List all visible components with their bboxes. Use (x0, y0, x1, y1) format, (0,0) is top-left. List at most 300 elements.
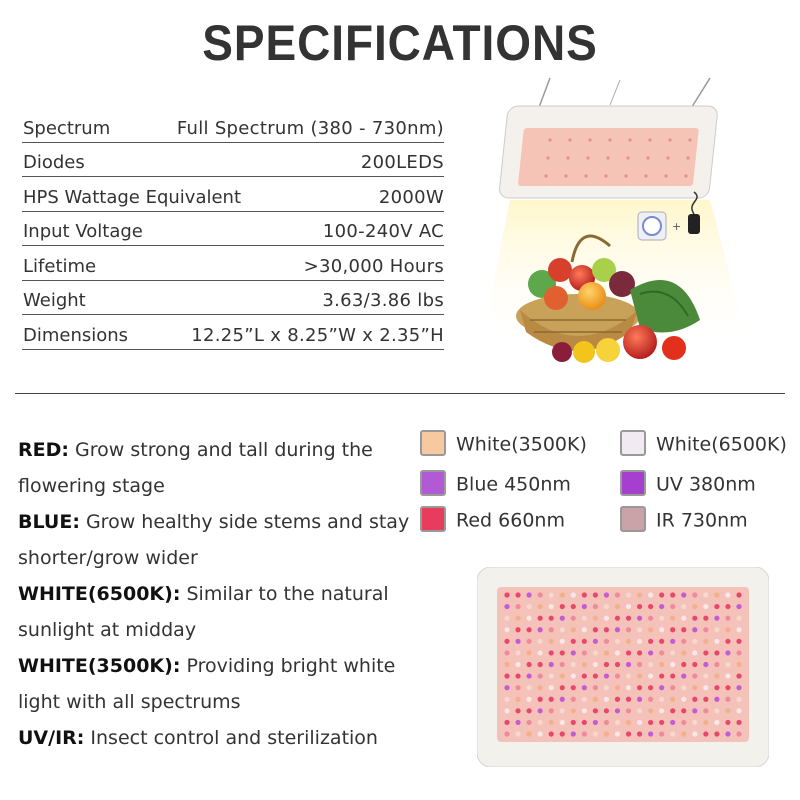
spec-value: 12.25”L x 8.25”W x 2.35”H (191, 324, 444, 346)
led-dot (504, 673, 509, 678)
led-dot (538, 708, 543, 713)
led-chip-icon (620, 506, 646, 532)
led-dot (593, 639, 598, 644)
led-dot (736, 592, 741, 597)
led-dot (560, 639, 565, 644)
led-dot (604, 650, 609, 655)
led-dot (703, 673, 708, 678)
led-dot (560, 673, 565, 678)
led-dot (582, 708, 587, 713)
led-dot (560, 604, 565, 609)
led-dot (714, 697, 719, 702)
led-dot (648, 650, 653, 655)
led-dot (626, 650, 631, 655)
led-dot (593, 685, 598, 690)
led-dot (692, 662, 697, 667)
led-dot (571, 592, 576, 597)
led-legend (420, 432, 790, 542)
led-dot (604, 616, 609, 621)
led-dot (504, 650, 509, 655)
led-dot (703, 685, 708, 690)
led-dot (560, 731, 565, 736)
led-dot (615, 731, 620, 736)
led-dot (637, 720, 642, 725)
led-dot (604, 697, 609, 702)
led-dot (681, 650, 686, 655)
led-dot (571, 731, 576, 736)
led-dot (637, 731, 642, 736)
led-dot (615, 639, 620, 644)
led-dot (648, 708, 653, 713)
led-dot (670, 650, 675, 655)
spectrum-descriptions (18, 432, 418, 756)
led-dot (593, 604, 598, 609)
led-dot (549, 708, 554, 713)
led-dot (714, 592, 719, 597)
led-dot (626, 627, 631, 632)
led-dot (736, 662, 741, 667)
led-dot (604, 708, 609, 713)
led-dot (604, 731, 609, 736)
led-dot (703, 662, 708, 667)
led-dot (692, 731, 697, 736)
led-dot (681, 720, 686, 725)
led-dot (504, 720, 509, 725)
led-dot (692, 650, 697, 655)
led-dot (560, 720, 565, 725)
led-dot (736, 731, 741, 736)
led-dot (648, 592, 653, 597)
led-dot (526, 592, 531, 597)
led-dot (560, 697, 565, 702)
led-dot (637, 639, 642, 644)
led-dot (571, 650, 576, 655)
led-dot (571, 616, 576, 621)
led-dot (549, 639, 554, 644)
led-dot (681, 627, 686, 632)
led-dot (615, 616, 620, 621)
led-dot (714, 604, 719, 609)
led-dot (692, 720, 697, 725)
led-dot (703, 627, 708, 632)
led-dot (659, 720, 664, 725)
led-dot (526, 604, 531, 609)
led-dot (714, 720, 719, 725)
led-dot (692, 604, 697, 609)
legend-item: Red 660nm (420, 508, 565, 534)
led-dot (615, 685, 620, 690)
led-dot (714, 708, 719, 713)
led-dot (736, 604, 741, 609)
led-dot (526, 627, 531, 632)
led-dot (681, 592, 686, 597)
description-white6500: WHITE(6500K): Similar to the natural (18, 583, 389, 605)
led-dot (504, 697, 509, 702)
led-dot (515, 685, 520, 690)
led-dot (615, 627, 620, 632)
led-dot (571, 697, 576, 702)
legend-item: White(6500K) (620, 432, 787, 458)
led-dot (681, 639, 686, 644)
led-dot (736, 639, 741, 644)
led-dot (538, 616, 543, 621)
led-dot (626, 604, 631, 609)
led-dot (504, 662, 509, 667)
led-dot (515, 673, 520, 678)
led-dot (648, 685, 653, 690)
led-dot (604, 592, 609, 597)
led-dot (582, 662, 587, 667)
led-dot (538, 662, 543, 667)
led-dot (604, 685, 609, 690)
led-dot (725, 720, 730, 725)
led-dot (692, 685, 697, 690)
led-dot (515, 639, 520, 644)
led-dot (637, 604, 642, 609)
led-dot (648, 720, 653, 725)
led-dot (560, 650, 565, 655)
led-dot (725, 673, 730, 678)
section-divider (15, 393, 785, 394)
led-dot (515, 662, 520, 667)
led-dot (681, 604, 686, 609)
led-dot (714, 662, 719, 667)
spec-row (22, 108, 444, 143)
led-dot (626, 720, 631, 725)
led-dot (637, 592, 642, 597)
led-dot (593, 708, 598, 713)
led-dot (593, 650, 598, 655)
led-dot (659, 662, 664, 667)
led-dot (582, 720, 587, 725)
led-dot (515, 650, 520, 655)
led-dot (670, 662, 675, 667)
led-dot (714, 650, 719, 655)
led-dot (736, 720, 741, 725)
led-dot (670, 604, 675, 609)
led-dot (714, 731, 719, 736)
led-dot (526, 685, 531, 690)
led-dot (637, 616, 642, 621)
description-red: RED: Grow strong and tall during the (18, 439, 373, 461)
led-dot (670, 731, 675, 736)
led-dot (549, 604, 554, 609)
led-dot (659, 650, 664, 655)
led-dot (703, 697, 708, 702)
led-dot (538, 673, 543, 678)
led-dot (637, 673, 642, 678)
led-dot (560, 685, 565, 690)
led-dot (571, 627, 576, 632)
led-dot (703, 731, 708, 736)
led-dot (637, 697, 642, 702)
led-dot (648, 639, 653, 644)
led-dot (515, 616, 520, 621)
led-dot (604, 673, 609, 678)
led-dot (659, 708, 664, 713)
led-dot (615, 720, 620, 725)
led-dot (593, 720, 598, 725)
legend-item: IR 730nm (620, 508, 748, 534)
led-dot (703, 708, 708, 713)
led-dot (538, 592, 543, 597)
led-dot (659, 731, 664, 736)
led-dot (681, 708, 686, 713)
led-dot (549, 592, 554, 597)
led-dot (736, 708, 741, 713)
led-dot (703, 720, 708, 725)
led-dot (515, 592, 520, 597)
led-dot (736, 627, 741, 632)
led-dot (560, 616, 565, 621)
led-dot (571, 685, 576, 690)
led-dot (593, 616, 598, 621)
led-dot (725, 616, 730, 621)
description-uvir: UV/IR: Insect control and sterilization (18, 727, 378, 749)
led-dot (604, 627, 609, 632)
spec-row (22, 246, 444, 281)
led-chip-icon (620, 430, 646, 456)
led-dot (725, 731, 730, 736)
led-dot (626, 697, 631, 702)
led-dot (538, 627, 543, 632)
led-dot (526, 720, 531, 725)
led-dot (560, 662, 565, 667)
legend-item: Blue 450nm (420, 472, 571, 498)
led-dot (593, 673, 598, 678)
led-dot (714, 639, 719, 644)
led-dot (703, 650, 708, 655)
led-dot (615, 662, 620, 667)
led-dot (571, 673, 576, 678)
spec-label: Spectrum (23, 117, 111, 139)
led-dot (615, 604, 620, 609)
led-dot (692, 673, 697, 678)
led-dot (681, 685, 686, 690)
led-dot (526, 697, 531, 702)
led-dot (582, 685, 587, 690)
led-dot (626, 662, 631, 667)
led-dot (593, 697, 598, 702)
led-dot (571, 662, 576, 667)
led-dot (560, 627, 565, 632)
led-dot (670, 592, 675, 597)
spec-label: HPS Wattage Equivalent (23, 186, 242, 208)
led-dot (648, 616, 653, 621)
led-dot (549, 627, 554, 632)
spec-row (22, 315, 444, 350)
led-dot (725, 662, 730, 667)
led-dot (538, 650, 543, 655)
led-dot (615, 673, 620, 678)
led-dot (604, 720, 609, 725)
led-dot (515, 604, 520, 609)
led-dot (593, 592, 598, 597)
led-dot (504, 708, 509, 713)
led-dot (582, 604, 587, 609)
led-dot (526, 731, 531, 736)
led-dot (681, 662, 686, 667)
led-dot (504, 627, 509, 632)
led-dot (725, 685, 730, 690)
led-dot (549, 673, 554, 678)
page-title: SPECIFICATIONS (202, 15, 598, 71)
svg-text:+: + (672, 220, 682, 233)
led-dot (659, 592, 664, 597)
led-dot (538, 731, 543, 736)
led-chip-icon (620, 470, 646, 496)
led-dot (504, 616, 509, 621)
led-dot (504, 592, 509, 597)
description-red-cont: flowering stage (18, 475, 165, 497)
led-dot (659, 604, 664, 609)
led-dot (526, 662, 531, 667)
led-dot (571, 708, 576, 713)
led-dot (725, 697, 730, 702)
led-dot (615, 708, 620, 713)
spec-value: Full Spectrum (380 - 730nm) (176, 117, 444, 139)
led-dot (515, 720, 520, 725)
spec-value: 3.63/3.86 lbs (322, 290, 444, 311)
led-dot (626, 639, 631, 644)
led-dot (692, 697, 697, 702)
led-dot (714, 616, 719, 621)
led-dot (670, 697, 675, 702)
led-dot (736, 697, 741, 702)
led-dot (736, 650, 741, 655)
led-dot (648, 673, 653, 678)
led-dot (560, 708, 565, 713)
led-dot (670, 708, 675, 713)
led-dot (736, 685, 741, 690)
spec-value: 100-240V AC (322, 221, 444, 242)
spec-value: >30,000 Hours (303, 255, 444, 277)
led-dot (670, 685, 675, 690)
led-dot (582, 627, 587, 632)
spec-label: Lifetime (23, 255, 97, 277)
led-dot (593, 627, 598, 632)
led-dot (659, 627, 664, 632)
led-dot (549, 697, 554, 702)
led-dot (538, 639, 543, 644)
led-dot (648, 662, 653, 667)
spec-value: 2000W (378, 186, 444, 208)
led-dot (571, 639, 576, 644)
led-dot (648, 627, 653, 632)
legend-item: UV 380nm (620, 472, 756, 498)
led-dot (604, 604, 609, 609)
led-dot (582, 650, 587, 655)
led-chip-icon (420, 470, 446, 496)
spec-row (22, 281, 444, 316)
led-dot (549, 685, 554, 690)
spec-table (22, 108, 444, 350)
led-panel-image (477, 567, 769, 767)
led-dot (670, 720, 675, 725)
led-dot (571, 720, 576, 725)
led-dot (736, 616, 741, 621)
led-dot (626, 708, 631, 713)
led-dot (736, 673, 741, 678)
led-dot (670, 673, 675, 678)
spec-value: 200LEDS (360, 152, 444, 173)
led-dot (692, 592, 697, 597)
led-dot (681, 616, 686, 621)
led-dot (582, 616, 587, 621)
led-dot (504, 731, 509, 736)
led-dot (515, 731, 520, 736)
led-dot (648, 604, 653, 609)
led-dot (648, 731, 653, 736)
led-dot (637, 685, 642, 690)
led-dot (615, 592, 620, 597)
led-dot (582, 673, 587, 678)
led-dot (714, 685, 719, 690)
spec-row (22, 212, 444, 247)
led-dot (626, 616, 631, 621)
led-dot (659, 697, 664, 702)
description-blue-cont: shorter/grow wider (18, 547, 198, 569)
led-dot (549, 720, 554, 725)
led-dot (582, 639, 587, 644)
led-dot (659, 639, 664, 644)
spec-label: Weight (23, 290, 86, 311)
led-dot (692, 616, 697, 621)
led-dot (725, 592, 730, 597)
led-dot (604, 662, 609, 667)
led-dot (515, 627, 520, 632)
led-dot (692, 627, 697, 632)
led-dot (681, 731, 686, 736)
led-chip-icon (420, 430, 446, 456)
led-dot (659, 673, 664, 678)
led-dot (560, 592, 565, 597)
led-dot (504, 639, 509, 644)
led-dot (659, 616, 664, 621)
description-white3500-cont: light with all spectrums (18, 691, 241, 713)
led-dot (725, 627, 730, 632)
led-dot (681, 697, 686, 702)
led-dot (670, 627, 675, 632)
led-dot (637, 627, 642, 632)
led-dot (504, 604, 509, 609)
led-dot (637, 662, 642, 667)
led-dot (670, 639, 675, 644)
led-dot (659, 685, 664, 690)
led-dot (504, 685, 509, 690)
led-dot (549, 650, 554, 655)
description-white3500: WHITE(3500K): Providing bright white (18, 655, 396, 677)
led-dot (692, 708, 697, 713)
spec-row (22, 177, 444, 212)
led-dot (582, 731, 587, 736)
led-dot (626, 673, 631, 678)
led-dot (725, 639, 730, 644)
led-dot (526, 650, 531, 655)
led-dot (637, 708, 642, 713)
led-dot (681, 673, 686, 678)
led-dot (549, 662, 554, 667)
led-dot (526, 639, 531, 644)
led-dot (526, 616, 531, 621)
led-dot (725, 604, 730, 609)
led-chip-icon (420, 506, 446, 532)
led-dot (538, 720, 543, 725)
description-blue: BLUE: Grow healthy side stems and stay (18, 511, 410, 533)
led-dot (648, 697, 653, 702)
spec-label: Dimensions (23, 324, 129, 346)
led-dot (626, 592, 631, 597)
